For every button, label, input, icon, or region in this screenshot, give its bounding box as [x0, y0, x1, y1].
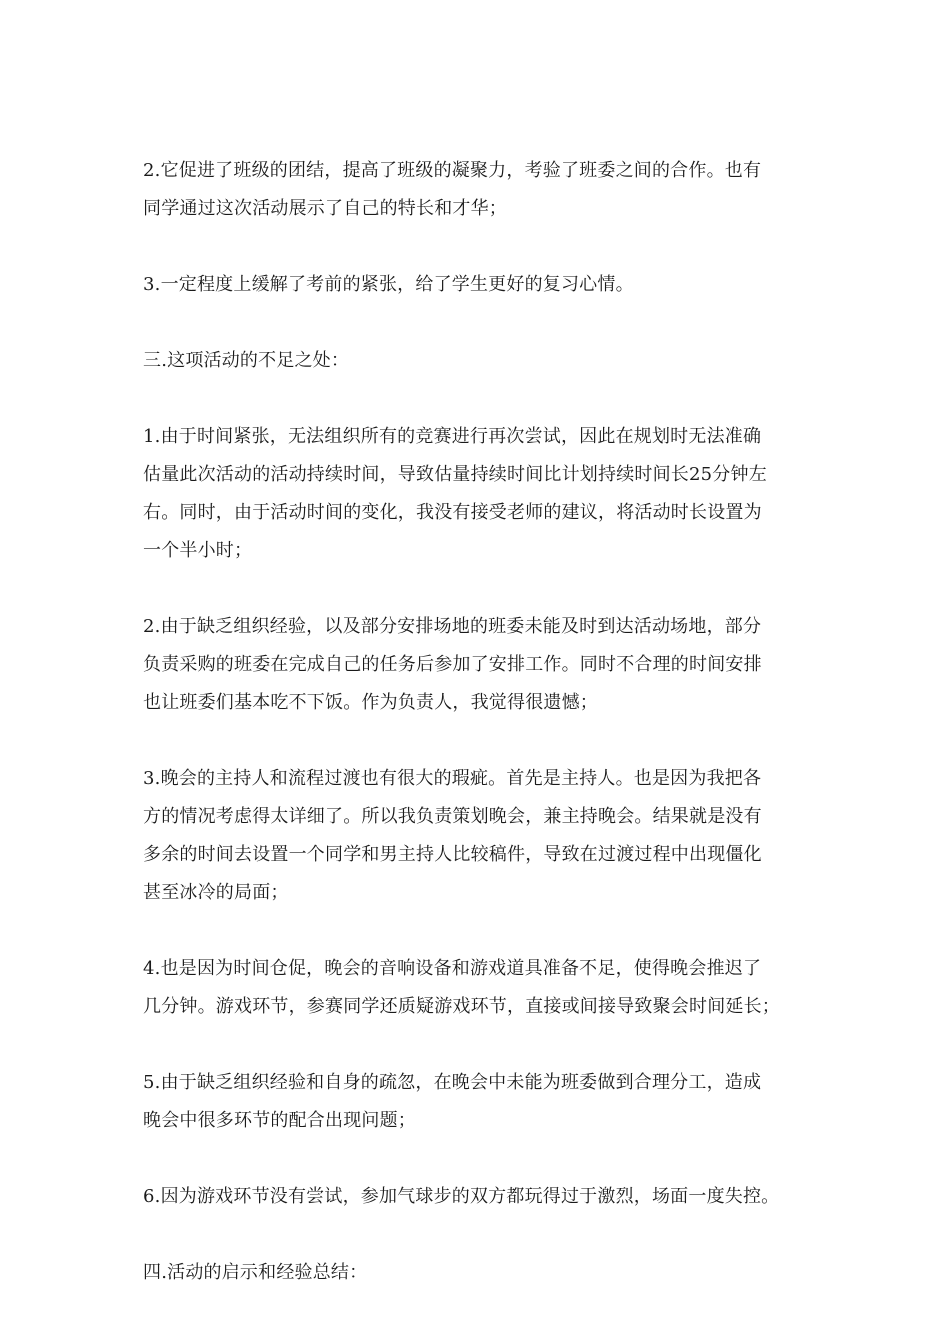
text-line: 负责采购的班委在完成自己的任务后参加了安排工作。同时不合理的时间安排 — [143, 654, 762, 675]
text-line: 2.它促进了班级的团结，提高了班级的凝聚力，考验了班委之间的合作。也有 — [143, 160, 762, 181]
section-heading-lessons — [143, 1254, 811, 1292]
text-line: 6.因为游戏环节没有尝试，参加气球步的双方都玩得过于激烈，场面一度失控。 — [143, 1186, 780, 1207]
text-line: 估量此次活动的活动持续时间，导致估量持续时间比计划持续时间长25分钟左 — [143, 464, 767, 485]
text-line: 方的情况考虑得太详细了。所以我负责策划晚会，兼主持晚会。结果就是没有 — [143, 806, 762, 827]
text-line: 晚会中很多环节的配合出现问题； — [143, 1110, 416, 1131]
text-line: 甚至冰冷的局面； — [143, 882, 289, 903]
text-line: 4.也是因为时间仓促，晚会的音响设备和游戏道具准备不足，使得晚会推迟了 — [143, 958, 762, 979]
paragraph-point-2-unity — [143, 152, 811, 228]
text-line: 同学通过这次活动展示了自己的特长和才华； — [143, 198, 507, 219]
text-line: 2.由于缺乏组织经验，以及部分安排场地的班委未能及时到达活动场地，部分 — [143, 616, 762, 637]
document-body — [143, 152, 811, 1330]
text-line: 1.由于时间紧张，无法组织所有的竞赛进行再次尝试，因此在规划时无法准确 — [143, 426, 762, 447]
paragraph-shortcoming-4 — [143, 950, 811, 1026]
paragraph-shortcoming-6 — [143, 1178, 811, 1216]
text-line: 5.由于缺乏组织经验和自身的疏忽，在晚会中未能为班委做到合理分工，造成 — [143, 1072, 762, 1093]
text-line: 一个半小时； — [143, 540, 253, 561]
section-heading-shortcomings — [143, 342, 811, 380]
paragraph-point-3-relief — [143, 266, 811, 304]
section-heading-text: 四.活动的启示和经验总结： — [143, 1262, 368, 1283]
paragraph-shortcoming-2 — [143, 608, 811, 722]
text-line: 多余的时间去设置一个同学和男主持人比较稿件，导致在过渡过程中出现僵化 — [143, 844, 762, 865]
paragraph-shortcoming-5 — [143, 1064, 811, 1140]
text-line: 3.一定程度上缓解了考前的紧张，给了学生更好的复习心情。 — [143, 274, 634, 295]
paragraph-shortcoming-3 — [143, 760, 811, 912]
text-line: 3.晚会的主持人和流程过渡也有很大的瑕疵。首先是主持人。也是因为我把各 — [143, 768, 762, 789]
text-line: 也让班委们基本吃不下饭。作为负责人，我觉得很遗憾； — [143, 692, 598, 713]
paragraph-shortcoming-1 — [143, 418, 811, 570]
text-line: 几分钟。游戏环节，参赛同学还质疑游戏环节，直接或间接导致聚会时间延长； — [143, 996, 780, 1017]
section-heading-text: 三.这项活动的不足之处： — [143, 350, 350, 371]
text-line: 右。同时，由于活动时间的变化，我没有接受老师的建议，将活动时长设置为 — [143, 502, 762, 523]
